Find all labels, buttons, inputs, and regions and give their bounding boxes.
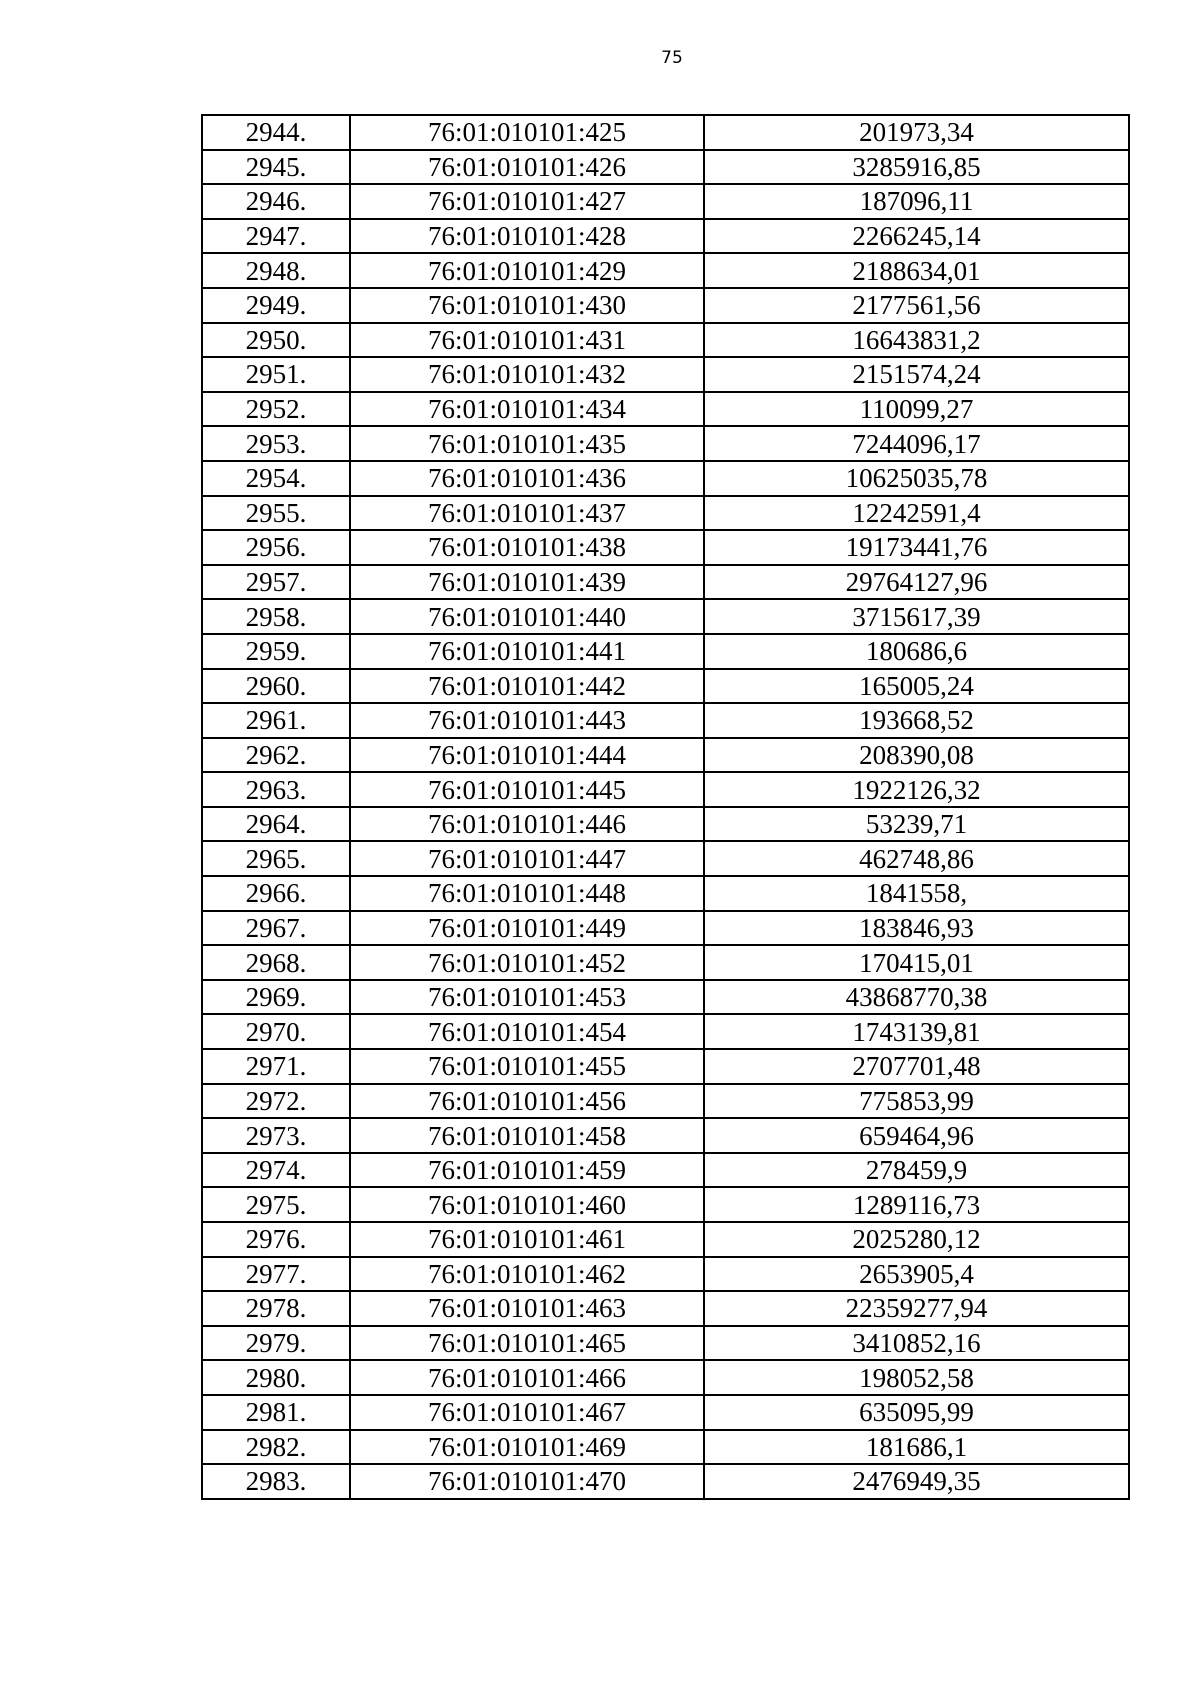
row-number-cell: 2983. bbox=[202, 1464, 350, 1499]
row-number-cell: 2982. bbox=[202, 1430, 350, 1465]
cadastral-table bbox=[201, 114, 1130, 1500]
cadastral-number-cell: 76:01:010101:442 bbox=[350, 669, 704, 704]
cadastral-number-cell: 76:01:010101:439 bbox=[350, 565, 704, 600]
cadastral-number-cell: 76:01:010101:455 bbox=[350, 1049, 704, 1084]
cadastral-number-cell: 76:01:010101:427 bbox=[350, 184, 704, 219]
table-row bbox=[202, 634, 1129, 669]
value-cell: 1743139,81 bbox=[704, 1014, 1129, 1049]
table-row bbox=[202, 565, 1129, 600]
value-cell: 3715617,39 bbox=[704, 599, 1129, 634]
page-number: 75 bbox=[661, 48, 683, 68]
row-number-cell: 2972. bbox=[202, 1084, 350, 1119]
cadastral-number-cell: 76:01:010101:435 bbox=[350, 426, 704, 461]
cadastral-number-cell: 76:01:010101:429 bbox=[350, 253, 704, 288]
row-number-cell: 2979. bbox=[202, 1326, 350, 1361]
table-row bbox=[202, 669, 1129, 704]
value-cell: 201973,34 bbox=[704, 115, 1129, 150]
cadastral-number-cell: 76:01:010101:470 bbox=[350, 1464, 704, 1499]
table-row bbox=[202, 1326, 1129, 1361]
value-cell: 187096,11 bbox=[704, 184, 1129, 219]
row-number-cell: 2950. bbox=[202, 323, 350, 358]
cadastral-number-cell: 76:01:010101:462 bbox=[350, 1257, 704, 1292]
cadastral-number-cell: 76:01:010101:452 bbox=[350, 945, 704, 980]
value-cell: 53239,71 bbox=[704, 807, 1129, 842]
table-row bbox=[202, 1395, 1129, 1430]
table-row bbox=[202, 357, 1129, 392]
table-row bbox=[202, 980, 1129, 1015]
row-number-cell: 2977. bbox=[202, 1257, 350, 1292]
cadastral-number-cell: 76:01:010101:440 bbox=[350, 599, 704, 634]
table-body bbox=[202, 115, 1129, 1499]
value-cell: 1841558, bbox=[704, 876, 1129, 911]
cadastral-number-cell: 76:01:010101:469 bbox=[350, 1430, 704, 1465]
table-row bbox=[202, 426, 1129, 461]
value-cell: 659464,96 bbox=[704, 1118, 1129, 1153]
row-number-cell: 2971. bbox=[202, 1049, 350, 1084]
value-cell: 170415,01 bbox=[704, 945, 1129, 980]
value-cell: 2151574,24 bbox=[704, 357, 1129, 392]
value-cell: 2177561,56 bbox=[704, 288, 1129, 323]
cadastral-number-cell: 76:01:010101:437 bbox=[350, 496, 704, 531]
value-cell: 110099,27 bbox=[704, 392, 1129, 427]
cadastral-number-cell: 76:01:010101:438 bbox=[350, 530, 704, 565]
row-number-cell: 2961. bbox=[202, 703, 350, 738]
table-row bbox=[202, 288, 1129, 323]
row-number-cell: 2953. bbox=[202, 426, 350, 461]
table-row bbox=[202, 496, 1129, 531]
value-cell: 7244096,17 bbox=[704, 426, 1129, 461]
table-row bbox=[202, 1187, 1129, 1222]
row-number-cell: 2960. bbox=[202, 669, 350, 704]
row-number-cell: 2952. bbox=[202, 392, 350, 427]
value-cell: 181686,1 bbox=[704, 1430, 1129, 1465]
value-cell: 2266245,14 bbox=[704, 219, 1129, 254]
cadastral-number-cell: 76:01:010101:458 bbox=[350, 1118, 704, 1153]
cadastral-number-cell: 76:01:010101:463 bbox=[350, 1291, 704, 1326]
cadastral-number-cell: 76:01:010101:449 bbox=[350, 911, 704, 946]
value-cell: 16643831,2 bbox=[704, 323, 1129, 358]
table-row bbox=[202, 1118, 1129, 1153]
row-number-cell: 2978. bbox=[202, 1291, 350, 1326]
table-row bbox=[202, 599, 1129, 634]
value-cell: 1289116,73 bbox=[704, 1187, 1129, 1222]
table-row bbox=[202, 1257, 1129, 1292]
value-cell: 208390,08 bbox=[704, 738, 1129, 773]
cadastral-number-cell: 76:01:010101:448 bbox=[350, 876, 704, 911]
table-row bbox=[202, 115, 1129, 150]
table-row bbox=[202, 150, 1129, 185]
value-cell: 12242591,4 bbox=[704, 496, 1129, 531]
value-cell: 1922126,32 bbox=[704, 772, 1129, 807]
row-number-cell: 2970. bbox=[202, 1014, 350, 1049]
cadastral-number-cell: 76:01:010101:436 bbox=[350, 461, 704, 496]
cadastral-number-cell: 76:01:010101:466 bbox=[350, 1360, 704, 1395]
value-cell: 29764127,96 bbox=[704, 565, 1129, 600]
row-number-cell: 2958. bbox=[202, 599, 350, 634]
value-cell: 2653905,4 bbox=[704, 1257, 1129, 1292]
cadastral-number-cell: 76:01:010101:444 bbox=[350, 738, 704, 773]
value-cell: 2707701,48 bbox=[704, 1049, 1129, 1084]
table-row bbox=[202, 530, 1129, 565]
row-number-cell: 2944. bbox=[202, 115, 350, 150]
cadastral-number-cell: 76:01:010101:456 bbox=[350, 1084, 704, 1119]
table-row bbox=[202, 1014, 1129, 1049]
row-number-cell: 2969. bbox=[202, 980, 350, 1015]
row-number-cell: 2976. bbox=[202, 1222, 350, 1257]
value-cell: 3410852,16 bbox=[704, 1326, 1129, 1361]
cadastral-number-cell: 76:01:010101:460 bbox=[350, 1187, 704, 1222]
row-number-cell: 2981. bbox=[202, 1395, 350, 1430]
row-number-cell: 2966. bbox=[202, 876, 350, 911]
cadastral-number-cell: 76:01:010101:428 bbox=[350, 219, 704, 254]
cadastral-number-cell: 76:01:010101:453 bbox=[350, 980, 704, 1015]
table-row bbox=[202, 841, 1129, 876]
row-number-cell: 2947. bbox=[202, 219, 350, 254]
table-row bbox=[202, 1464, 1129, 1499]
row-number-cell: 2951. bbox=[202, 357, 350, 392]
cadastral-number-cell: 76:01:010101:446 bbox=[350, 807, 704, 842]
table-row bbox=[202, 1222, 1129, 1257]
row-number-cell: 2973. bbox=[202, 1118, 350, 1153]
table-row bbox=[202, 1360, 1129, 1395]
row-number-cell: 2955. bbox=[202, 496, 350, 531]
table-row bbox=[202, 323, 1129, 358]
row-number-cell: 2962. bbox=[202, 738, 350, 773]
cadastral-number-cell: 76:01:010101:432 bbox=[350, 357, 704, 392]
value-cell: 2025280,12 bbox=[704, 1222, 1129, 1257]
row-number-cell: 2946. bbox=[202, 184, 350, 219]
row-number-cell: 2974. bbox=[202, 1153, 350, 1188]
row-number-cell: 2967. bbox=[202, 911, 350, 946]
value-cell: 19173441,76 bbox=[704, 530, 1129, 565]
table-row bbox=[202, 253, 1129, 288]
value-cell: 193668,52 bbox=[704, 703, 1129, 738]
table-row bbox=[202, 911, 1129, 946]
value-cell: 10625035,78 bbox=[704, 461, 1129, 496]
cadastral-number-cell: 76:01:010101:441 bbox=[350, 634, 704, 669]
row-number-cell: 2957. bbox=[202, 565, 350, 600]
table-row bbox=[202, 1084, 1129, 1119]
cadastral-number-cell: 76:01:010101:454 bbox=[350, 1014, 704, 1049]
table-row bbox=[202, 184, 1129, 219]
row-number-cell: 2945. bbox=[202, 150, 350, 185]
table-row bbox=[202, 738, 1129, 773]
table-row bbox=[202, 1049, 1129, 1084]
row-number-cell: 2980. bbox=[202, 1360, 350, 1395]
table-row bbox=[202, 1153, 1129, 1188]
row-number-cell: 2965. bbox=[202, 841, 350, 876]
value-cell: 278459,9 bbox=[704, 1153, 1129, 1188]
cadastral-number-cell: 76:01:010101:459 bbox=[350, 1153, 704, 1188]
row-number-cell: 2954. bbox=[202, 461, 350, 496]
cadastral-number-cell: 76:01:010101:426 bbox=[350, 150, 704, 185]
table-row bbox=[202, 1291, 1129, 1326]
cadastral-number-cell: 76:01:010101:443 bbox=[350, 703, 704, 738]
table-row bbox=[202, 703, 1129, 738]
table-row bbox=[202, 1430, 1129, 1465]
value-cell: 635095,99 bbox=[704, 1395, 1129, 1430]
value-cell: 22359277,94 bbox=[704, 1291, 1129, 1326]
row-number-cell: 2956. bbox=[202, 530, 350, 565]
value-cell: 2188634,01 bbox=[704, 253, 1129, 288]
value-cell: 183846,93 bbox=[704, 911, 1129, 946]
value-cell: 462748,86 bbox=[704, 841, 1129, 876]
table-row bbox=[202, 772, 1129, 807]
table-row bbox=[202, 461, 1129, 496]
row-number-cell: 2968. bbox=[202, 945, 350, 980]
row-number-cell: 2959. bbox=[202, 634, 350, 669]
table-row bbox=[202, 392, 1129, 427]
value-cell: 43868770,38 bbox=[704, 980, 1129, 1015]
table-row bbox=[202, 219, 1129, 254]
value-cell: 775853,99 bbox=[704, 1084, 1129, 1119]
value-cell: 198052,58 bbox=[704, 1360, 1129, 1395]
cadastral-number-cell: 76:01:010101:461 bbox=[350, 1222, 704, 1257]
cadastral-number-cell: 76:01:010101:430 bbox=[350, 288, 704, 323]
value-cell: 2476949,35 bbox=[704, 1464, 1129, 1499]
value-cell: 180686,6 bbox=[704, 634, 1129, 669]
cadastral-number-cell: 76:01:010101:465 bbox=[350, 1326, 704, 1361]
cadastral-number-cell: 76:01:010101:434 bbox=[350, 392, 704, 427]
table-row bbox=[202, 807, 1129, 842]
cadastral-number-cell: 76:01:010101:425 bbox=[350, 115, 704, 150]
value-cell: 165005,24 bbox=[704, 669, 1129, 704]
table-row bbox=[202, 945, 1129, 980]
table-row bbox=[202, 876, 1129, 911]
value-cell: 3285916,85 bbox=[704, 150, 1129, 185]
cadastral-number-cell: 76:01:010101:431 bbox=[350, 323, 704, 358]
row-number-cell: 2949. bbox=[202, 288, 350, 323]
row-number-cell: 2975. bbox=[202, 1187, 350, 1222]
row-number-cell: 2964. bbox=[202, 807, 350, 842]
cadastral-number-cell: 76:01:010101:445 bbox=[350, 772, 704, 807]
cadastral-number-cell: 76:01:010101:467 bbox=[350, 1395, 704, 1430]
row-number-cell: 2948. bbox=[202, 253, 350, 288]
cadastral-number-cell: 76:01:010101:447 bbox=[350, 841, 704, 876]
row-number-cell: 2963. bbox=[202, 772, 350, 807]
